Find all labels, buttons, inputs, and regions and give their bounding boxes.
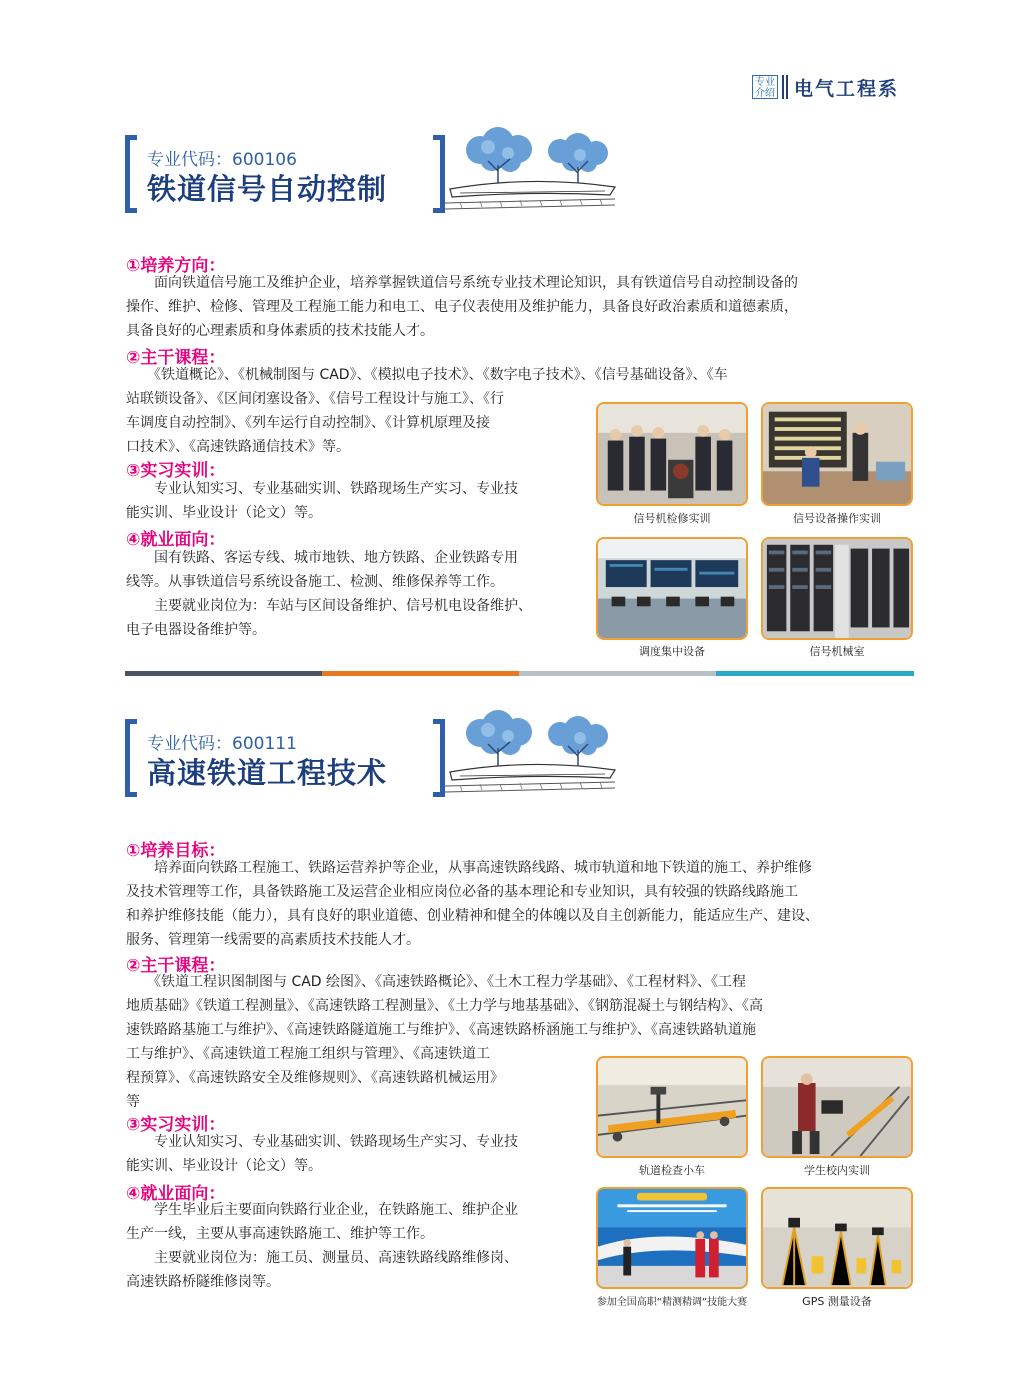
photo-signal-operation (761, 402, 913, 506)
text-line: 站联锁设备》、《区间闭塞设备》、《信号工程设计与施工》、《行 (126, 391, 504, 407)
divider-segment (125, 671, 322, 676)
divider-segment (716, 671, 914, 676)
photo-signal-maintenance (596, 402, 748, 506)
text-line: 专业认知实习、专业基础实训、铁路现场生产实习、专业技 (126, 481, 518, 497)
photo-skills-competition (596, 1187, 748, 1289)
section1-employment-text (126, 546, 532, 642)
department-name: 电气工程系 (794, 77, 900, 100)
text-line: 服务、管理第一线需要的高素质技术技能人才。 (126, 932, 420, 948)
section1-orientation-text (126, 271, 798, 343)
section2-title-block (125, 719, 445, 799)
section2-heading-goal: ①培养目标： (126, 841, 226, 861)
intro-tag (752, 75, 778, 99)
caption-signal-maintenance: 信号机检修实训 (633, 512, 711, 525)
tag-line-1: 专业 (755, 77, 775, 88)
tag-divider (782, 75, 788, 99)
text-line: 及技术管理等工作，具备铁路施工及运营企业相应岗位必备的基本理论和专业知识，具有较强的铁路线路施工 (126, 884, 798, 900)
text-line: 车调度自动控制》、《列车运行自动控制》、《计算机原理及接 (126, 415, 490, 431)
photo-gps-equipment (761, 1187, 913, 1289)
caption-dispatch-center: 调度集中设备 (639, 645, 705, 658)
section2-heading-courses: ②主干课程： (126, 956, 226, 976)
section1-training-text (126, 477, 518, 525)
text-line: 程预算》、《高速铁路安全及维修规则》、《高速铁路机械运用》 (126, 1070, 504, 1086)
text-line: 面向铁道信号施工及维护企业，培养掌握铁道信号系统专业技术理论知识，具有铁道信号自动控制设备的 (126, 275, 798, 291)
section1-heading-courses: ②主干课程： (126, 348, 226, 368)
text-line: 电子电器设备维护等。 (126, 622, 266, 638)
text-line: 培养面向铁路工程施工、铁路运营养护等企业，从事高速铁路线路、城市轨道和地下铁道的施工、养护维修 (126, 860, 812, 876)
section1-heading-orientation: ①培养方向： (126, 256, 226, 276)
text-line: 线等。从事铁道信号系统设备施工、检测、维修保养等工作。 (126, 574, 504, 590)
caption-gps-equipment: GPS 测量设备 (802, 1295, 872, 1308)
text-line: 学生毕业后主要面向铁路行业企业，在铁路施工、维护企业 (126, 1202, 518, 1218)
caption-skills-competition: 参加全国高职“精测精调”技能大赛 (596, 1297, 748, 1308)
text-line: 国有铁路、客运专线、城市地铁、地方铁路、企业铁路专用 (126, 550, 518, 566)
text-line: 高速铁路桥隧维修岗等。 (126, 1274, 280, 1290)
photo-track-inspection-cart (596, 1056, 748, 1158)
caption-campus-training: 学生校内实训 (804, 1164, 870, 1177)
divider-segment (519, 671, 716, 676)
text-line: 专业认知实习、专业基础实训、铁路现场生产实习、专业技 (126, 1134, 518, 1150)
text-line: 具备良好的心理素质和身体素质的技术技能人才。 (126, 323, 434, 339)
section2-training-text (126, 1130, 518, 1178)
section2-goal-text (126, 856, 819, 952)
train-tree-illustration (440, 708, 620, 798)
divider-segment (322, 671, 519, 676)
section2-code: 专业代码：600111 (147, 734, 297, 754)
caption-track-inspection-cart: 轨道检查小车 (639, 1164, 705, 1177)
text-line: 操作、维护、检修、管理及工程施工能力和电工、电子仪表使用及维护能力，具备良好政治素质和道德素质， (126, 299, 798, 315)
text-line: 主要就业岗位为：车站与区间设备维护、信号机电设备维护、 (126, 598, 532, 614)
text-line: 工与维护》、《高速铁道工程施工组织与管理》、《高速铁道工 (126, 1046, 490, 1062)
section1-heading-training: ③实习实训： (126, 461, 226, 481)
train-tree-illustration (440, 125, 620, 215)
text-line: 地质基础》《铁道工程测量》、《高速铁路工程测量》、《土力学与地基基础》、《钢筋混凝土与钢结构》、《高 (126, 998, 763, 1014)
section1-title-block (125, 135, 445, 215)
section1-heading-employment: ④就业面向： (126, 530, 226, 550)
text-line: 等 (126, 1094, 140, 1110)
text-line: 生产一线，主要从事高速铁路施工、维护等工作。 (126, 1226, 434, 1242)
text-line: 《铁道概论》、《机械制图与 CAD》、《模拟电子技术》、《数字电子技术》、《信号基础设备》、《车 (126, 367, 728, 383)
text-line: 口技术》、《高速铁路通信技术》等。 (126, 439, 350, 455)
caption-signal-operation: 信号设备操作实训 (793, 512, 881, 525)
photo-dispatch-center (596, 537, 748, 640)
text-line: 速铁路路基施工与维护》、《高速铁路隧道施工与维护》、《高速铁路桥涵施工与维护》、《高速铁路轨道施 (126, 1022, 756, 1038)
text-line: 和养护维修技能（能力），具有良好的职业道德、创业精神和健全的体魄以及自主创新能力，能适应生产、建设、 (126, 908, 819, 924)
section2-name: 高速铁道工程技术 (147, 756, 388, 790)
tag-line-2: 介绍 (755, 88, 775, 99)
section2-heading-employment: ④就业面向： (126, 1184, 226, 1204)
photo-campus-training (761, 1056, 913, 1158)
text-line: 能实训、毕业设计（论文）等。 (126, 505, 322, 521)
section1-code: 专业代码：600106 (147, 150, 297, 170)
department-header (752, 74, 899, 100)
section1-name: 铁道信号自动控制 (147, 172, 388, 206)
section-divider (125, 671, 914, 676)
caption-signal-equipment-room: 信号机械室 (809, 645, 865, 658)
bracket-left (125, 135, 137, 213)
text-line: 《铁道工程识图制图与 CAD 绘图》、《高速铁路概论》、《土木工程力学基础》、《工程材料》、《工程 (126, 974, 747, 990)
text-line: 能实训、毕业设计（论文）等。 (126, 1158, 322, 1174)
section2-employment-text (126, 1198, 518, 1294)
text-line: 主要就业岗位为：施工员、测量员、高速铁路线路维修岗、 (126, 1250, 518, 1266)
bracket-left (125, 719, 137, 797)
photo-signal-equipment-room (761, 537, 913, 640)
section2-heading-training: ③实习实训： (126, 1115, 226, 1135)
